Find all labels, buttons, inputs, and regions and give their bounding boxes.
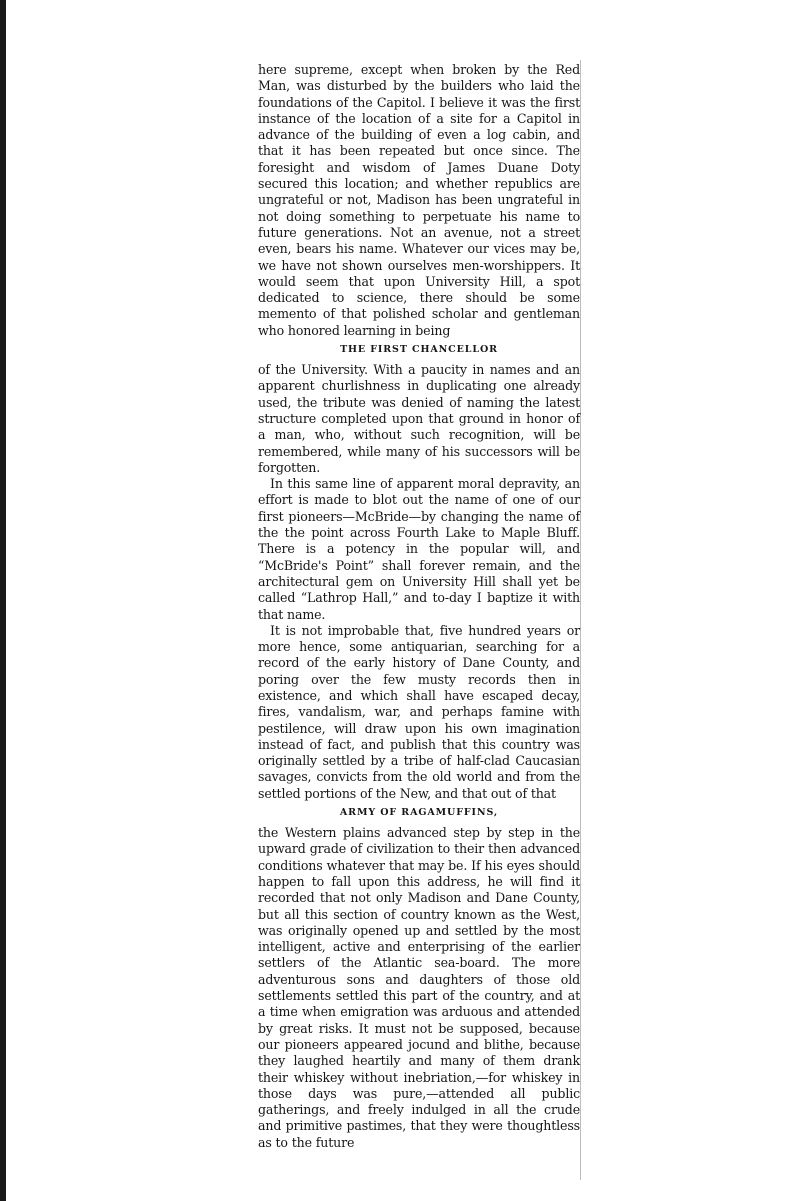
scan-left-edge-rule: [0, 0, 6, 1201]
column-right-rule: [580, 60, 581, 1180]
article-paragraph: It is not improbable that, five hundred years or more hence, some antiquarian, searching for a record of the early history of Dane County, and poring over the few musty records then in existence, and which shall have escaped decay, fires, vandalism, war, and perhaps famine with pestilence, will draw upon his own imagination instead of fact, and publish that this country was originally settled by a tribe of half-clad Caucasian savages, convicts from the old world and from the settled portions of the New, and that out of that: [258, 622, 580, 801]
article-paragraph: here supreme, except when broken by the Red Man, was disturbed by the builders who laid the foundations of the Capitol. I believe it was the first instance of the location of a site for a Capitol in advance of the building of even a log cabin, and that it has been repeated but once since. The foresight and wisdom of James Duane Doty secured this location; and whether republics are ungrateful or not, Madison has been ungrateful in not doing something to perpetuate his name to future generations. Not an avenue, not a street even, bears his name. Whatever our vices may be, we have not shown ourselves men-worshippers. It would seem that upon University Hill, a spot dedicated to science, there should be some memento of that polished scholar and gentleman who honored learning in being: [258, 62, 580, 338]
article-paragraph: In this same line of apparent moral depravity, an effort is made to blot out the name of one of our first pioneers—McBride—by changing the name of the the point across Fourth Lake to Maple Bluff. There is a potency in the popular will, and “McBride's Point” shall forever remain, and the architectural gem on University Hill shall yet be called “Lathrop Hall,” and to-day I baptize it with that name.: [258, 476, 580, 622]
section-heading-army-of-ragamuffins: ARMY OF RAGAMUFFINS,: [339, 807, 499, 819]
newspaper-column: [258, 62, 580, 1151]
section-heading-first-chancellor: THE FIRST CHANCELLOR: [340, 344, 498, 356]
article-paragraph: the Western plains advanced step by step in the upward grade of civilization to their then advanced conditions whatever that may be. If his eyes should happen to fall upon this address, he will find it recorded that not only Madison and Dane County, but all this section of country known as the West, was originally opened up and settled by the most intelligent, active and enterprising of the earlier settlers of the Atlantic sea-board. The more adventurous sons and daughters of those old settlements settled this part of the country, and at a time when emigration was arduous and attended by great risks. It must not be supposed, because our pioneers appeared jocund and blithe, because they laughed heartily and many of them drank their whiskey without inebriation,—for whiskey in those days was pure,—attended all public gatherings, and freely indulged in all the crude and primitive pastimes, that they were thoughtless as to the future: [258, 825, 580, 1150]
article-paragraph: of the University. With a paucity in names and an apparent churlishness in duplicating one already used, the tribute was denied of naming the latest structure completed upon that ground in honor of a man, who, without such recognition, will be remembered, while many of his successors will be forgotten.: [258, 362, 580, 475]
